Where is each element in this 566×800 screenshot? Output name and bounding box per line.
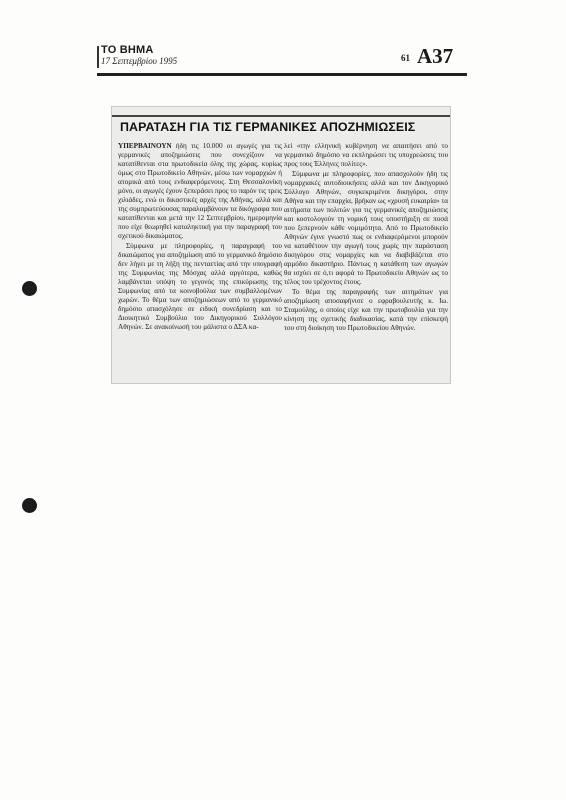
article-column-2 (284, 142, 448, 378)
issue-date: 17 Σεπτεμβρίου 1995 (101, 56, 178, 66)
page-code: A37 (417, 44, 454, 68)
title-rule (112, 115, 450, 117)
paragraph-text: ήδη τις 10.000 οι αγωγές για τις γερμανικές αποζημιώσεις που συνεχίζουν να κατατίθενται στα πρωτοδικεία όλης της χώρας, κυρίως όμως στο Πρωτοδικείο Αθηνών, μέσω των νομαρχιών ή ατομικά από τους ενδιαφερόμενους. Στη Θεσσαλονίκη μόνο, οι αγωγές έχουν ξεπεράσει προς το παρόν τις τρεις χιλιάδες, ενώ οι δικαστικές αρχές της Αθήνας, αλλά και της συμπρωτεύουσας παραλαμβάνουν τα δικόγραφα που κατατίθενται και μετά την 12 Σεπτεμβρίου, ημερομηνία που είχε θεωρηθεί καταληκτική για την παραγραφή του σχετικού δικαιώματος. (118, 142, 282, 240)
paragraph: λεί «την ελληνική κυβέρνηση να απαιτήσει από το γερμανικό δημόσιο να εκπληρώσει τις υποχρεώσεις του προς τους Έλληνες πολίτες». (284, 142, 448, 168)
newspaper-name: ΤΟ ΒΗΜΑ (101, 44, 154, 56)
punch-hole-top (22, 281, 37, 296)
header-margin-bar (97, 46, 99, 68)
page-number: 61 (401, 53, 410, 63)
lead-word: ΥΠΕΡΒΑΙΝΟΥΝ (118, 142, 172, 150)
header-rule (97, 73, 467, 76)
newspaper-header (97, 40, 467, 76)
article-title: ΠΑΡΑΤΑΣΗ ΓΙΑ ΤΙΣ ΓΕΡΜΑΝΙΚΕΣ ΑΠΟΖΗΜΙΩΣΕΙΣ (120, 120, 416, 134)
article-column-1 (118, 142, 282, 378)
paragraph: Το θέμα της παραγραφής των αιτημάτων για αποζημίωση αποσαφήνισε ο εφραβουλευτής κ. Ιω. Σταμούλης, ο οποίος είχε και την πρωτοβουλία για την κίνηση της σχετικής διαδικασίας, κατά την επίσκεψή του στη διοίκηση του Πρωτοδικείου Αθηνών. (284, 288, 448, 332)
paragraph (118, 142, 282, 241)
punch-hole-bottom (22, 498, 37, 513)
paragraph: Σύμφωνα με πληροφορίες, η παραγραφή του δικαιώματος για αποζημίωση από το γερμανικό δημόσιο δεν λήγει με τη λήξη της πενταετίας από την υπογραφή της Συμφωνίας της Μόσχας αλλά αργότερα, καθώς λαμβάνεται υπόψη το γεγονός της επικύρωσης της Συμφωνίας από τα κοινοβούλια των συμβαλλομένων χωρών. Το θέμα των αποζημιώσεων από το γερμανικό δημόσιο απασχόλησε σε ειδική συνεδρίαση και το Διοικητικό Συμβούλιο του Δικηγορικού Συλλόγου Αθηνών. Σε ανακοίνωσή του μάλιστα ο ΔΣΑ κα- (118, 242, 282, 331)
paragraph: Σύμφωνα με πληροφορίες, που απασχολούν ήδη τις νομαρχιακές αυτοδιοικήσεις αλλά και τον Δικηγορικό Σύλλογο Αθηνών, συγκεκριμένοι δικηγόροι, στην Αθήνα και την επαρχία, βρήκαν ως «χρυσή ευκαιρία» τα αιτήματα των πολιτών για τις γερμανικές αποζημιώσεις και κοστολογούν τη νομική τους υποστήριξη σε ποσά που ξεπερνούν κάθε νομιμότητα. Από το Πρωτοδικείο Αθηνών έγινε γνωστό πως οι ενδιαφερόμενοι μπορούν να καταθέτουν την αγωγή τους χωρίς την παράσταση δικηγόρου στις νομαρχίες και να διαβιβάζεται στο αρμόδιο δικαστήριο. Πάντως η κατάθεση των αγωγών θα ισχύει σε ό,τι αφορά το Πρωτοδικείο Αθηνών ως το τέλος του τρέχοντος έτους. (284, 170, 448, 286)
article-clipping (111, 106, 451, 384)
